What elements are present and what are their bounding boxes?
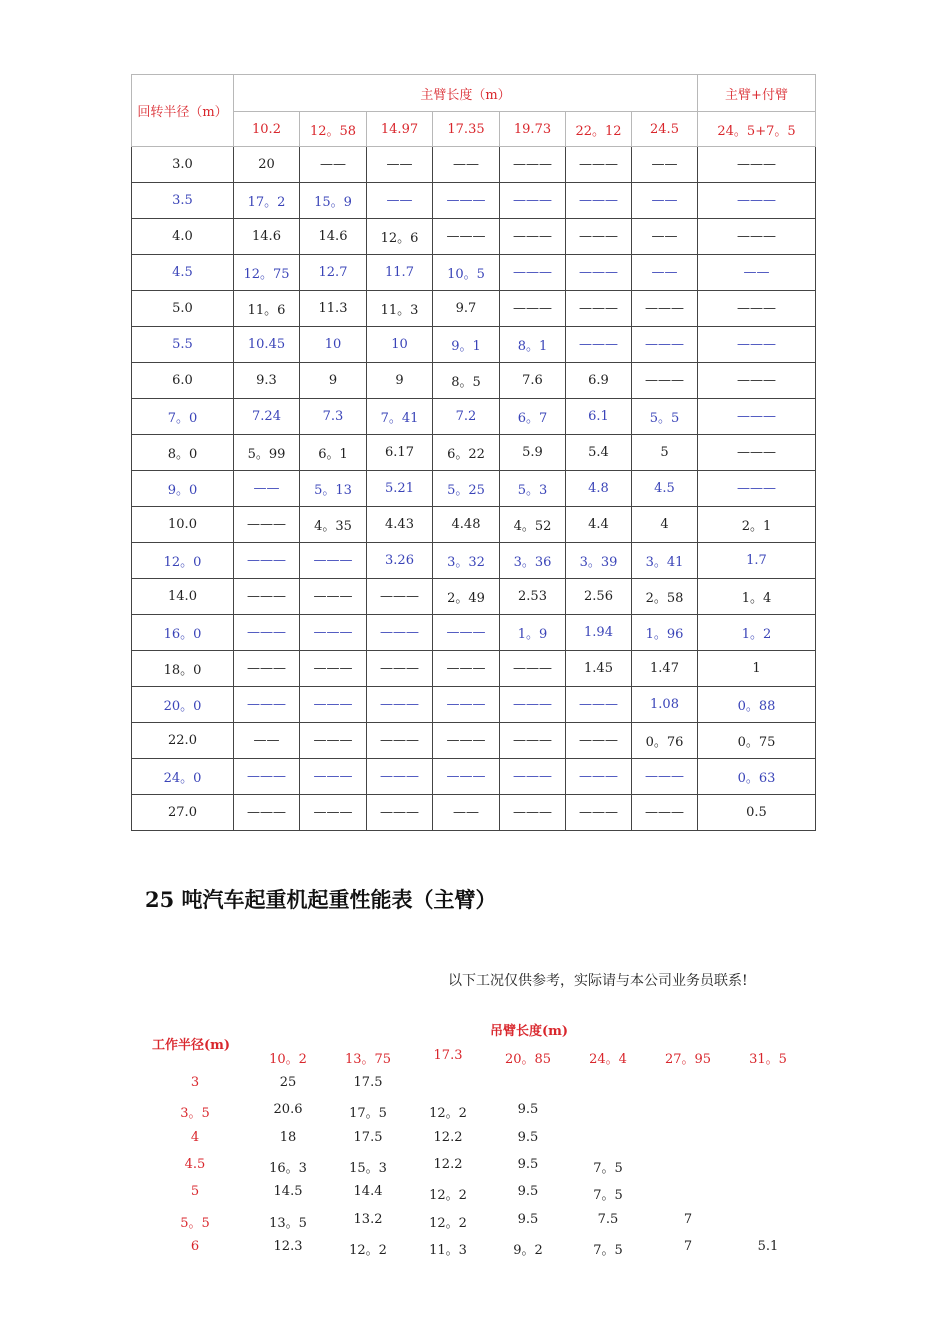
capacity-cell: ——— <box>500 687 566 723</box>
capacity-cell: —— <box>632 219 698 255</box>
capacity-cell: 1。4 <box>698 579 816 615</box>
capacity-cell: 5 <box>632 435 698 471</box>
capacity-cell: 14.6 <box>234 219 300 255</box>
capacity-cell: 9.5 <box>517 1211 539 1227</box>
capacity-cell: ——— <box>500 651 566 687</box>
capacity-cell: 11。3 <box>367 291 433 327</box>
capacity-cell: 0。88 <box>698 687 816 723</box>
capacity-cell: 4.8 <box>566 471 632 507</box>
capacity-cell: 7。5 <box>593 1242 623 1258</box>
capacity-cell: 4.43 <box>367 507 433 543</box>
capacity-cell: 12。2 <box>429 1188 467 1204</box>
radius-cell: 6.0 <box>132 363 234 399</box>
capacity-cell: 10.45 <box>234 327 300 363</box>
capacity-cell: —— <box>632 147 698 183</box>
capacity-cell: 7.5 <box>597 1211 619 1227</box>
capacity-cell: ——— <box>367 687 433 723</box>
capacity-cell: ——— <box>566 795 632 831</box>
capacity-cell: ——— <box>300 543 367 579</box>
capacity-cell: 2。1 <box>698 507 816 543</box>
capacity-cell: 10 <box>367 327 433 363</box>
capacity-cell: ——— <box>367 759 433 795</box>
capacity-cell: 6。7 <box>500 399 566 435</box>
capacity-cell: 3.26 <box>367 543 433 579</box>
capacity-cell: ——— <box>300 723 367 759</box>
capacity-cell: 13.2 <box>353 1211 383 1227</box>
capacity-cell: 9.3 <box>234 363 300 399</box>
capacity-cell: —— <box>698 255 816 291</box>
boom-length-cell: 22。12 <box>566 112 632 147</box>
capacity-cell: 20.6 <box>273 1102 303 1118</box>
capacity-cell: 18 <box>279 1129 297 1145</box>
capacity-cell: —— <box>433 795 500 831</box>
capacity-cell: 15。9 <box>300 183 367 219</box>
capacity-cell: 3。32 <box>433 543 500 579</box>
capacity-cell: ——— <box>300 651 367 687</box>
capacity-cell: ——— <box>234 579 300 615</box>
capacity-cell: ——— <box>367 579 433 615</box>
capacity-cell: ——— <box>698 291 816 327</box>
radius-cell: 7。0 <box>132 399 234 435</box>
boom-length-cell: 10。2 <box>269 1052 307 1067</box>
capacity-cell: ——— <box>698 363 816 399</box>
capacity-cell: ——— <box>698 399 816 435</box>
capacity-cell: ——— <box>234 759 300 795</box>
radius-cell: 22.0 <box>132 723 234 759</box>
capacity-cell: 7.6 <box>500 363 566 399</box>
capacity-cell: 9.5 <box>517 1129 539 1145</box>
combo-boom-header: 主臂+付臂 <box>698 75 816 112</box>
capacity-cell: ——— <box>500 795 566 831</box>
capacity-cell: 5。13 <box>300 471 367 507</box>
capacity-cell: ——— <box>234 615 300 651</box>
capacity-cell: 1.94 <box>566 615 632 651</box>
radius-cell: 27.0 <box>132 795 234 831</box>
boom-length-cell: 17.35 <box>433 112 500 147</box>
radius-header: 回转半径（m） <box>132 75 234 147</box>
capacity-cell: 12。2 <box>349 1242 387 1258</box>
capacity-cell: ——— <box>300 579 367 615</box>
capacity-cell: ——— <box>632 363 698 399</box>
radius-cell: 4.0 <box>132 219 234 255</box>
capacity-cell: 1.08 <box>632 687 698 723</box>
capacity-cell: ——— <box>367 651 433 687</box>
boom-length-cell: 27。95 <box>664 1052 712 1067</box>
radius-cell: 16。0 <box>132 615 234 651</box>
capacity-cell: 6。1 <box>300 435 367 471</box>
capacity-cell: 4。35 <box>300 507 367 543</box>
capacity-cell: 15。3 <box>349 1160 387 1176</box>
capacity-cell: —— <box>632 183 698 219</box>
radius-cell: 5.0 <box>132 291 234 327</box>
capacity-cell: 12。6 <box>367 219 433 255</box>
capacity-cell: 5。3 <box>500 471 566 507</box>
capacity-cell: —— <box>433 147 500 183</box>
capacity-cell: 11。3 <box>429 1242 467 1258</box>
capacity-cell: ——— <box>566 147 632 183</box>
boom-length-cell: 24。4 <box>589 1052 627 1067</box>
capacity-cell: 11.7 <box>367 255 433 291</box>
capacity-cell: 2。58 <box>632 579 698 615</box>
capacity-cell: 17。5 <box>349 1106 387 1122</box>
radius-cell: 14.0 <box>132 579 234 615</box>
capacity-cell: —— <box>234 471 300 507</box>
radius-cell: 3。5 <box>180 1106 210 1122</box>
capacity-cell: 14.5 <box>273 1184 303 1200</box>
capacity-cell: ——— <box>698 183 816 219</box>
capacity-cell: ——— <box>566 723 632 759</box>
capacity-cell: 1.45 <box>566 651 632 687</box>
capacity-cell: —— <box>367 147 433 183</box>
capacity-cell: ——— <box>300 795 367 831</box>
capacity-cell: ——— <box>433 759 500 795</box>
capacity-cell: 0.5 <box>698 795 816 831</box>
radius-cell: 4.5 <box>184 1156 206 1172</box>
radius-cell: 24。0 <box>132 759 234 795</box>
capacity-cell: 7.24 <box>234 399 300 435</box>
capacity-cell: 7。5 <box>593 1188 623 1204</box>
capacity-cell: 7。5 <box>593 1160 623 1176</box>
capacity-cell: ——— <box>300 759 367 795</box>
capacity-cell: 17.5 <box>353 1129 383 1145</box>
capacity-cell: 5.4 <box>566 435 632 471</box>
capacity-cell: ——— <box>433 615 500 651</box>
capacity-cell: ——— <box>433 723 500 759</box>
radius-cell: 18。0 <box>132 651 234 687</box>
capacity-cell: 14.6 <box>300 219 367 255</box>
capacity-cell: ——— <box>698 219 816 255</box>
capacity-cell: 0。76 <box>632 723 698 759</box>
capacity-cell: 1。9 <box>500 615 566 651</box>
capacity-cell: 12.3 <box>273 1238 303 1254</box>
capacity-cell: 2。49 <box>433 579 500 615</box>
boom-length-cell: 31。5 <box>749 1052 787 1067</box>
capacity-cell: ——— <box>234 795 300 831</box>
radius-cell: 3.5 <box>132 183 234 219</box>
capacity-cell: ——— <box>632 795 698 831</box>
radius-cell: 8。0 <box>132 435 234 471</box>
capacity-cell: 9.7 <box>433 291 500 327</box>
capacity-cell: 3。41 <box>632 543 698 579</box>
capacity-cell: 5.1 <box>757 1238 779 1254</box>
capacity-cell: ——— <box>698 435 816 471</box>
capacity-cell: ——— <box>500 255 566 291</box>
capacity-cell: 11。6 <box>234 291 300 327</box>
capacity-cell: ——— <box>500 147 566 183</box>
capacity-cell: 12。2 <box>429 1215 467 1231</box>
capacity-cell: 13。5 <box>269 1215 307 1231</box>
capacity-cell: ——— <box>500 759 566 795</box>
capacity-cell: 3。36 <box>500 543 566 579</box>
capacity-cell: 12.7 <box>300 255 367 291</box>
capacity-cell: 0。63 <box>698 759 816 795</box>
capacity-cell: 8。1 <box>500 327 566 363</box>
capacity-cell: ——— <box>433 219 500 255</box>
capacity-cell: 6。22 <box>433 435 500 471</box>
radius-cell: 4.5 <box>132 255 234 291</box>
capacity-cell: 1。96 <box>632 615 698 651</box>
capacity-cell: 5.21 <box>367 471 433 507</box>
capacity-cell: 12.2 <box>433 1129 463 1145</box>
capacity-cell: ——— <box>234 507 300 543</box>
capacity-cell: ——— <box>632 327 698 363</box>
capacity-cell: 1.7 <box>698 543 816 579</box>
capacity-cell: ——— <box>698 327 816 363</box>
boom-length-cell: 19.73 <box>500 112 566 147</box>
boom-length-cell: 20。85 <box>504 1052 552 1067</box>
radius-cell: 5。5 <box>180 1215 210 1231</box>
capacity-cell: 5。99 <box>234 435 300 471</box>
boom-length-cell: 24.5 <box>632 112 698 147</box>
capacity-cell: 10。5 <box>433 255 500 291</box>
capacity-cell: 9。2 <box>513 1242 543 1258</box>
main-boom-header: 主臂长度（m） <box>234 75 698 112</box>
capacity-cell: 20 <box>234 147 300 183</box>
capacity-cell: 9.5 <box>517 1184 539 1200</box>
capacity-cell: 11.3 <box>300 291 367 327</box>
capacity-cell: 2.53 <box>500 579 566 615</box>
capacity-cell: ——— <box>300 687 367 723</box>
capacity-cell: ——— <box>698 471 816 507</box>
capacity-cell: 25 <box>279 1075 297 1090</box>
work-radius-header: 工作半径(m) <box>152 1038 231 1053</box>
capacity-cell: ——— <box>234 651 300 687</box>
capacity-cell: 1。2 <box>698 615 816 651</box>
capacity-cell: 12。75 <box>234 255 300 291</box>
boom-length-cell: 14.97 <box>367 112 433 147</box>
capacity-cell: 10 <box>300 327 367 363</box>
capacity-cell: 9.5 <box>517 1102 539 1118</box>
radius-cell: 3.0 <box>132 147 234 183</box>
radius-cell: 12。0 <box>132 543 234 579</box>
radius-cell: 6 <box>190 1238 200 1254</box>
capacity-cell: ——— <box>566 759 632 795</box>
boom-length-header: 吊臂长度(m) <box>490 1024 569 1039</box>
capacity-cell: 9.5 <box>517 1156 539 1172</box>
capacity-cell: ——— <box>632 759 698 795</box>
capacity-cell: ——— <box>367 615 433 651</box>
capacity-cell: ——— <box>632 291 698 327</box>
capacity-cell: 1 <box>698 651 816 687</box>
capacity-cell: 9。1 <box>433 327 500 363</box>
capacity-cell: 5。25 <box>433 471 500 507</box>
capacity-cell: ——— <box>500 183 566 219</box>
capacity-cell: 7.2 <box>433 399 500 435</box>
capacity-cell: ——— <box>566 327 632 363</box>
capacity-cell: 2.56 <box>566 579 632 615</box>
capacity-cell: ——— <box>698 147 816 183</box>
capacity-cell: ——— <box>500 723 566 759</box>
page-title: 25 吨汽车起重机起重性能表（主臂） <box>145 887 497 912</box>
capacity-cell: 8。5 <box>433 363 500 399</box>
boom-length-cell: 17.3 <box>433 1048 463 1063</box>
radius-cell: 5.5 <box>132 327 234 363</box>
radius-cell: 3 <box>190 1075 200 1090</box>
capacity-cell: ——— <box>300 615 367 651</box>
capacity-cell: 7 <box>683 1238 693 1254</box>
boom-length-cell: 12。58 <box>300 112 367 147</box>
capacity-cell: ——— <box>566 255 632 291</box>
capacity-cell: 9 <box>300 363 367 399</box>
capacity-cell: ——— <box>433 651 500 687</box>
capacity-cell: ——— <box>566 291 632 327</box>
capacity-cell: 7 <box>683 1211 693 1227</box>
capacity-cell: 7。41 <box>367 399 433 435</box>
capacity-cell: ——— <box>566 219 632 255</box>
disclaimer-note: 以下工况仅供参考，实际请与本公司业务员联系! <box>448 973 748 989</box>
capacity-cell: ——— <box>433 183 500 219</box>
capacity-cell: ——— <box>234 687 300 723</box>
capacity-cell: 17。2 <box>234 183 300 219</box>
boom-length-cell: 13。75 <box>344 1052 392 1067</box>
radius-cell: 20。0 <box>132 687 234 723</box>
capacity-cell: 1.47 <box>632 651 698 687</box>
capacity-cell: 4.48 <box>433 507 500 543</box>
capacity-cell: ——— <box>433 687 500 723</box>
radius-cell: 4 <box>190 1129 200 1145</box>
capacity-cell: ——— <box>566 687 632 723</box>
capacity-cell: 6.1 <box>566 399 632 435</box>
boom-length-cell: 10.2 <box>234 112 300 147</box>
radius-cell: 10.0 <box>132 507 234 543</box>
capacity-cell: 6.9 <box>566 363 632 399</box>
capacity-cell: ——— <box>500 291 566 327</box>
capacity-cell: —— <box>234 723 300 759</box>
capacity-cell: ——— <box>367 723 433 759</box>
radius-cell: 5 <box>190 1184 200 1200</box>
capacity-cell: —— <box>300 147 367 183</box>
capacity-cell: 4 <box>632 507 698 543</box>
capacity-cell: 3。39 <box>566 543 632 579</box>
capacity-cell: —— <box>367 183 433 219</box>
capacity-cell: 5。5 <box>632 399 698 435</box>
capacity-cell: 4。52 <box>500 507 566 543</box>
capacity-cell: 17.5 <box>353 1075 383 1090</box>
capacity-cell: ——— <box>367 795 433 831</box>
capacity-cell: ——— <box>500 219 566 255</box>
capacity-cell: 4.4 <box>566 507 632 543</box>
capacity-cell: 9 <box>367 363 433 399</box>
capacity-cell: 12。2 <box>429 1106 467 1122</box>
capacity-cell: ——— <box>234 543 300 579</box>
capacity-cell: 16。3 <box>269 1160 307 1176</box>
capacity-cell: ——— <box>566 183 632 219</box>
radius-cell: 9。0 <box>132 471 234 507</box>
capacity-cell: 12.2 <box>433 1156 463 1172</box>
capacity-cell: 0。75 <box>698 723 816 759</box>
capacity-cell: 6.17 <box>367 435 433 471</box>
capacity-cell: —— <box>632 255 698 291</box>
capacity-cell: 14.4 <box>353 1184 383 1200</box>
capacity-cell: 7.3 <box>300 399 367 435</box>
boom-length-cell: 24。5+7。5 <box>698 112 816 147</box>
capacity-cell: 4.5 <box>632 471 698 507</box>
capacity-cell: 5.9 <box>500 435 566 471</box>
